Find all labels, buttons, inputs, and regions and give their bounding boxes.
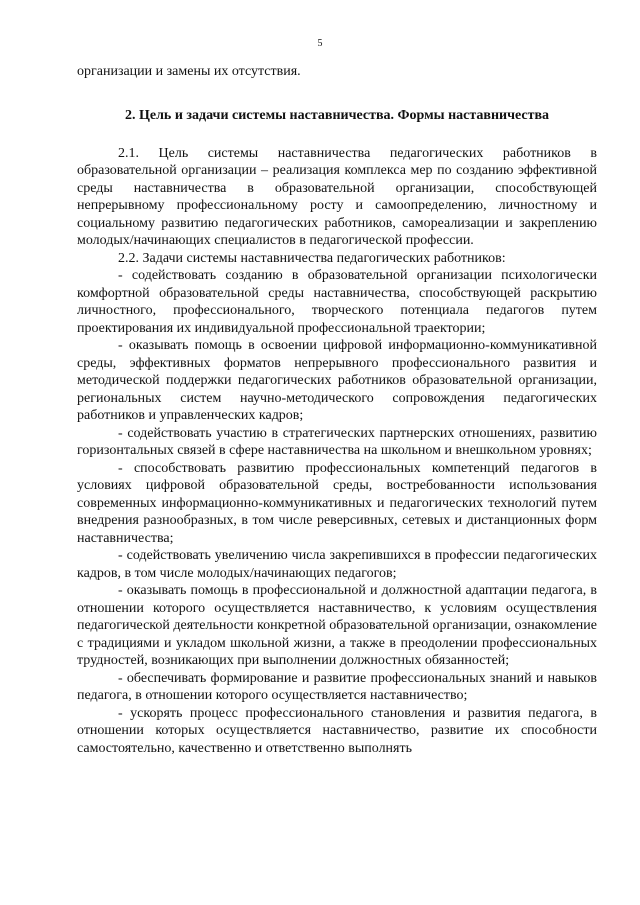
page-number: 5: [317, 38, 323, 49]
lead-in-text: организации и замены их отсутствия.: [77, 64, 301, 79]
task-item: - содействовать созданию в образовательной организации психологически комфортной образовательной среды наставничества, способствующей раскрытию личностного, профессионального, творческого потенциала педагогов путем проектирования их индивидуальной профессиональной траектории;: [77, 268, 597, 336]
task-item: - ускорять процесс профессионального становления и развития педагога, в отношении которых осуществляется наставничество, развитие их способности самостоятельно, качественно и ответственно выполнять: [77, 705, 597, 756]
paragraph-tasks-intro: 2.2. Задачи системы наставничества педагогических работников:: [118, 250, 506, 266]
task-item: - обеспечивать формирование и развитие профессиональных знаний и навыков педагога, в отношении которого осуществляется наставничество;: [77, 670, 597, 703]
task-item: - способствовать развитию профессиональных компетенций педагогов в условиях цифровой образовательной среды, востребованности использования современных информационно-коммуникативных и педагогических технологий путем внедрения разнообразных, в том числе реверсивных, сетевых и дистанционных форм наставничества;: [77, 460, 597, 546]
task-item: - оказывать помощь в освоении цифровой информационно-коммуникативной среды, эффективных форматов непрерывного профессионального развития и методической поддержки педагогических работников образовательной организации, региональных систем научно-методического сопровождения педагогических работников и управленческих кадров;: [77, 338, 597, 423]
task-item: - оказывать помощь в профессиональной и должностной адаптации педагога, в отношении которого осуществляется наставничество, к условиям осуществления педагогической деятельности конкретной образовательной организации, ознакомление с традициями и укладом школьной жизни, а также в преодолении профессиональных трудностей, возникающих при выполнении должностных обязанностей;: [77, 583, 597, 668]
task-item: - содействовать участию в стратегических партнерских отношениях, развитию горизонтальных связей в сфере наставничества на школьном и внешкольном уровнях;: [77, 425, 597, 458]
section-heading: 2. Цель и задачи системы наставничества. Формы наставничества: [124, 107, 550, 123]
task-item: - содействовать увеличению числа закрепившихся в профессии педагогических кадров, в том числе молодых/начинающих педагогов;: [77, 548, 597, 581]
document-body: [77, 63, 597, 757]
paragraph-goal: 2.1. Цель системы наставничества педагогических работников в образовательной организации – реализация комплекса мер по созданию эффективной среды наставничества в образовательной организации, способствующей непрерывному профессиональному росту и самоопределению, личностному и социальному развитию педагогических работников, самореализации и закреплению молодых/начинающих специалистов в педагогической профессии.: [77, 145, 597, 248]
